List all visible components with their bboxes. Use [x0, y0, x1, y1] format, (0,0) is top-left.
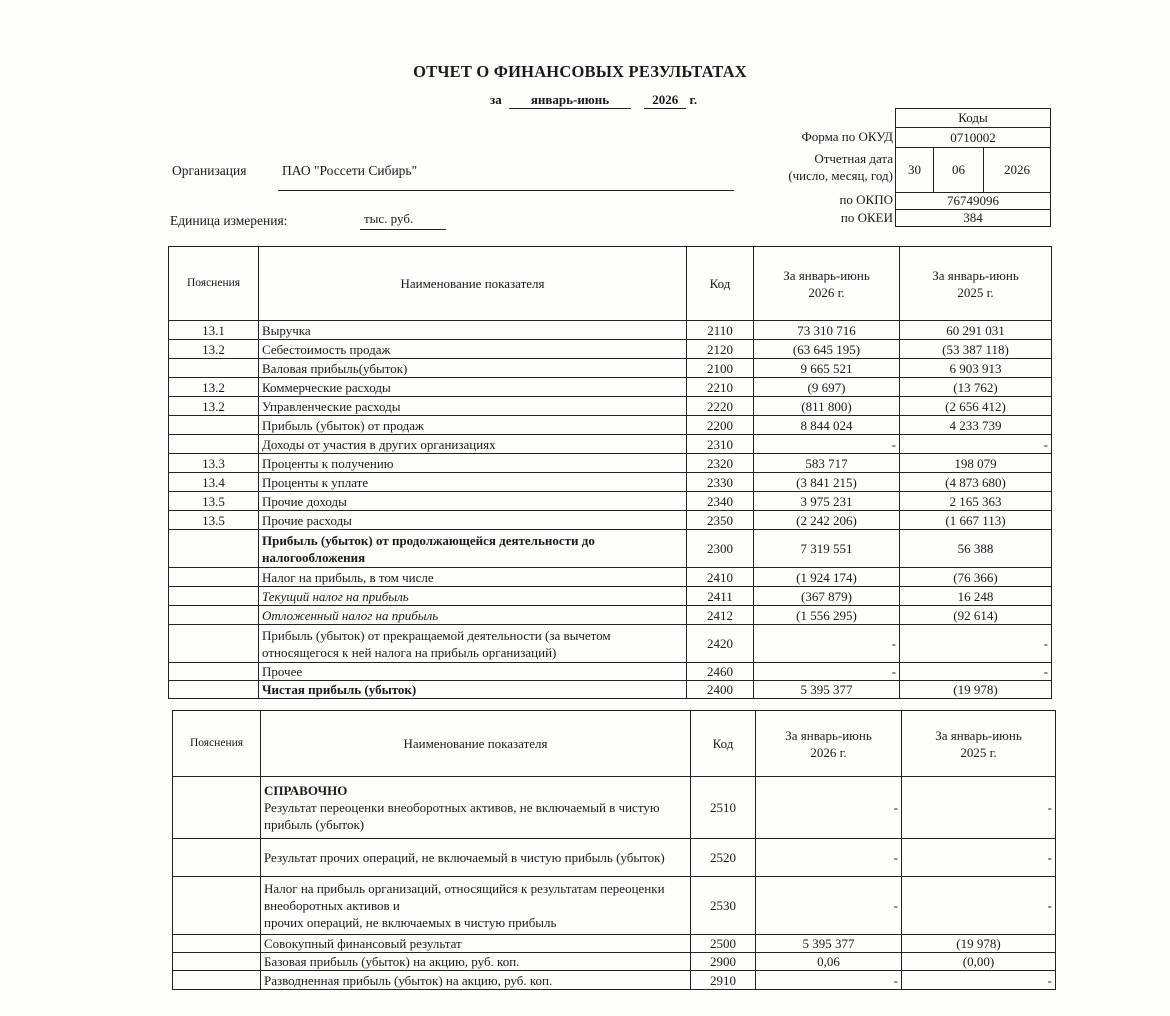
- col-name-header: Наименование показателя: [261, 711, 691, 777]
- row-note: 13.3: [169, 454, 259, 473]
- table-header-row: [169, 247, 1052, 321]
- row-note: 13.1: [169, 321, 259, 340]
- table-row: [169, 359, 1052, 378]
- table-row: [169, 530, 1052, 568]
- report-year: 2026: [984, 148, 1051, 193]
- reference-table: [172, 710, 1056, 990]
- col-name-header: Наименование показателя: [259, 247, 687, 321]
- row-current-value: (63 645 195): [754, 340, 900, 359]
- row-name: Доходы от участия в других организациях: [259, 435, 687, 454]
- row-previous-value: 2 165 363: [900, 492, 1052, 511]
- row-previous-value: -: [902, 877, 1056, 935]
- col-code-header: Код: [691, 711, 756, 777]
- row-current-value: 9 665 521: [754, 359, 900, 378]
- row-previous-value: 60 291 031: [900, 321, 1052, 340]
- report-date-label-line1: Отчетная дата: [814, 151, 893, 166]
- row-code: 2530: [691, 877, 756, 935]
- row-name: [261, 877, 691, 935]
- row-code: 2400: [687, 681, 754, 699]
- row-note: 13.2: [169, 340, 259, 359]
- row-previous-value: 198 079: [900, 454, 1052, 473]
- row-note: [169, 416, 259, 435]
- row-previous-value: (4 873 680): [900, 473, 1052, 492]
- row-name: Управленческие расходы: [259, 397, 687, 416]
- codes-header: Коды: [896, 109, 1051, 128]
- table-row: [169, 511, 1052, 530]
- col-current-header-line1: За январь-июнь: [785, 727, 872, 743]
- row-note: [173, 777, 261, 839]
- period-year: 2026: [644, 92, 686, 109]
- row-current-value: 7 319 551: [754, 530, 900, 568]
- row-previous-value: (19 978): [902, 935, 1056, 953]
- row-name: Прибыль (убыток) от прекращаемой деятельности (за вычетом относящегося к ней налога на прибыль организаций): [259, 625, 687, 663]
- row-previous-value: (13 762): [900, 378, 1052, 397]
- row-code: 2120: [687, 340, 754, 359]
- row-note: [173, 877, 261, 935]
- table-row: [169, 454, 1052, 473]
- report-date-label-line2: (число, месяц, год): [788, 167, 893, 183]
- row-code: 2330: [687, 473, 754, 492]
- table-row: [169, 625, 1052, 663]
- row-current-value: -: [756, 971, 902, 990]
- row-current-value: -: [754, 625, 900, 663]
- row-current-value: 5 395 377: [756, 935, 902, 953]
- row-note: 13.2: [169, 378, 259, 397]
- row-note: 13.5: [169, 511, 259, 530]
- row-code: 2100: [687, 359, 754, 378]
- row-code: 2520: [691, 839, 756, 877]
- table-row: [169, 321, 1052, 340]
- table-row: [173, 953, 1056, 971]
- row-name-line1: Налог на прибыль организаций, относящийся к результатам переоценки внеоборотных активов и: [264, 881, 665, 913]
- row-previous-value: (53 387 118): [900, 340, 1052, 359]
- table-row: [173, 935, 1056, 953]
- row-previous-value: (1 667 113): [900, 511, 1052, 530]
- row-current-value: 3 975 231: [754, 492, 900, 511]
- row-current-value: -: [754, 435, 900, 454]
- row-previous-value: -: [902, 971, 1056, 990]
- okpo-code: 76749096: [896, 193, 1051, 210]
- row-note: [173, 971, 261, 990]
- row-current-value: -: [756, 777, 902, 839]
- row-previous-value: -: [900, 435, 1052, 454]
- row-code: 2500: [691, 935, 756, 953]
- row-code: 2900: [691, 953, 756, 971]
- okpo-label: по ОКПО: [839, 192, 893, 207]
- table-row: [169, 435, 1052, 454]
- row-note: [173, 953, 261, 971]
- row-current-value: 0,06: [756, 953, 902, 971]
- row-previous-value: (2 656 412): [900, 397, 1052, 416]
- period-months: январь-июнь: [509, 92, 631, 109]
- row-code: 2310: [687, 435, 754, 454]
- table-row: [169, 568, 1052, 587]
- col-previous-header-line1: За январь-июнь: [932, 267, 1019, 283]
- row-note: [169, 587, 259, 606]
- unit-label: Единица измерения:: [170, 213, 288, 228]
- organization-label: Организация: [172, 163, 247, 178]
- row-code: 2200: [687, 416, 754, 435]
- row-previous-value: (92 614): [900, 606, 1052, 625]
- row-name: Текущий налог на прибыль: [259, 587, 687, 606]
- row-note: 13.5: [169, 492, 259, 511]
- row-current-value: 5 395 377: [754, 681, 900, 699]
- row-note: 13.2: [169, 397, 259, 416]
- row-name: Валовая прибыль(убыток): [259, 359, 687, 378]
- row-name-line2: прочих операций, не включаемых в чистую прибыль: [264, 915, 557, 930]
- row-current-value: 8 844 024: [754, 416, 900, 435]
- table-row: [169, 492, 1052, 511]
- okei-code: 384: [896, 210, 1051, 227]
- row-code: 2420: [687, 625, 754, 663]
- row-name: Проценты к уплате: [259, 473, 687, 492]
- row-previous-value: 56 388: [900, 530, 1052, 568]
- row-current-value: -: [756, 839, 902, 877]
- report-day: 30: [896, 148, 934, 193]
- row-current-value: -: [756, 877, 902, 935]
- codes-box: [895, 108, 1051, 227]
- col-current-header: [754, 247, 900, 321]
- row-previous-value: 4 233 739: [900, 416, 1052, 435]
- row-code: 2340: [687, 492, 754, 511]
- row-note: [169, 359, 259, 378]
- row-name: Прочие доходы: [259, 492, 687, 511]
- row-note: [169, 530, 259, 568]
- unit-value: тыс. руб.: [360, 211, 446, 230]
- row-current-value: (3 841 215): [754, 473, 900, 492]
- col-current-header-line2: 2026 г.: [808, 284, 845, 300]
- row-previous-value: -: [902, 777, 1056, 839]
- table-row: [169, 663, 1052, 681]
- row-current-value: (2 242 206): [754, 511, 900, 530]
- row-name: [261, 777, 691, 839]
- row-current-value: -: [754, 663, 900, 681]
- row-note: [169, 568, 259, 587]
- row-name: Себестоимость продаж: [259, 340, 687, 359]
- table-row: [169, 416, 1052, 435]
- table-row: [169, 378, 1052, 397]
- table-row: [169, 681, 1052, 699]
- row-current-value: 73 310 716: [754, 321, 900, 340]
- col-previous-header: [902, 711, 1056, 777]
- row-code: 2460: [687, 663, 754, 681]
- row-code: 2910: [691, 971, 756, 990]
- row-name: Прибыль (убыток) от продолжающейся деятельности до налогообложения: [259, 530, 687, 568]
- row-current-value: (1 924 174): [754, 568, 900, 587]
- organization-value: ПАО "Россети Сибирь": [282, 163, 418, 178]
- row-name: Совокупный финансовый результат: [261, 935, 691, 953]
- row-note: [173, 935, 261, 953]
- col-current-header-line2: 2026 г.: [810, 744, 847, 760]
- row-code: 2300: [687, 530, 754, 568]
- row-note: [169, 625, 259, 663]
- row-previous-value: 16 248: [900, 587, 1052, 606]
- report-date-label: [788, 151, 893, 185]
- row-previous-value: (76 366): [900, 568, 1052, 587]
- row-code: 2210: [687, 378, 754, 397]
- table-row: [173, 839, 1056, 877]
- row-name: Коммерческие расходы: [259, 378, 687, 397]
- row-code: 2412: [687, 606, 754, 625]
- row-name: Разводненная прибыль (убыток) на акцию, руб. коп.: [261, 971, 691, 990]
- col-current-header-line1: За январь-июнь: [783, 267, 870, 283]
- col-current-header: [756, 711, 902, 777]
- row-note: [169, 606, 259, 625]
- table-row: [169, 473, 1052, 492]
- table-row: [173, 971, 1056, 990]
- okud-code: 0710002: [896, 128, 1051, 148]
- row-current-value: (9 697): [754, 378, 900, 397]
- col-notes-header: Пояснения: [173, 711, 261, 777]
- row-note: [169, 435, 259, 454]
- col-code-header: Код: [687, 247, 754, 321]
- row-current-value: 583 717: [754, 454, 900, 473]
- col-previous-header: [900, 247, 1052, 321]
- row-name: Проценты к получению: [259, 454, 687, 473]
- table-row: [173, 777, 1056, 839]
- row-name: Результат прочих операций, не включаемый в чистую прибыль (убыток): [261, 839, 691, 877]
- table-row: [173, 877, 1056, 935]
- row-code: 2411: [687, 587, 754, 606]
- row-name: Чистая прибыль (убыток): [259, 681, 687, 699]
- table-row: [169, 397, 1052, 416]
- table-row: [169, 606, 1052, 625]
- row-name: Выручка: [259, 321, 687, 340]
- report-month: 06: [934, 148, 984, 193]
- report-period: [490, 92, 697, 109]
- row-current-value: (367 879): [754, 587, 900, 606]
- row-previous-value: -: [902, 839, 1056, 877]
- row-name: Прибыль (убыток) от продаж: [259, 416, 687, 435]
- row-code: 2110: [687, 321, 754, 340]
- row-code: 2220: [687, 397, 754, 416]
- row-code: 2350: [687, 511, 754, 530]
- row-previous-value: -: [900, 663, 1052, 681]
- row-note: 13.4: [169, 473, 259, 492]
- row-name: Прочие расходы: [259, 511, 687, 530]
- row-note: [169, 663, 259, 681]
- row-code: 2410: [687, 568, 754, 587]
- row-note: [173, 839, 261, 877]
- period-suffix: г.: [689, 92, 698, 107]
- row-current-value: (811 800): [754, 397, 900, 416]
- row-previous-value: (19 978): [900, 681, 1052, 699]
- col-notes-header: Пояснения: [169, 247, 259, 321]
- row-code: 2510: [691, 777, 756, 839]
- okud-label: Форма по ОКУД: [801, 129, 893, 144]
- row-code: 2320: [687, 454, 754, 473]
- row-name: Налог на прибыль, в том числе: [259, 568, 687, 587]
- row-name: Отложенный налог на прибыль: [259, 606, 687, 625]
- table-row: [169, 340, 1052, 359]
- period-prefix: за: [490, 92, 502, 107]
- okei-label: по ОКЕИ: [840, 210, 893, 225]
- row-name: Прочее: [259, 663, 687, 681]
- table-header-row: [173, 711, 1056, 777]
- row-name-text: Результат переоценки внеоборотных активов, не включаемый в чистую прибыль (убыток): [264, 800, 660, 832]
- row-name: Базовая прибыль (убыток) на акцию, руб. коп.: [261, 953, 691, 971]
- row-previous-value: -: [900, 625, 1052, 663]
- col-previous-header-line2: 2025 г.: [960, 744, 997, 760]
- report-title: ОТЧЕТ О ФИНАНСОВЫХ РЕЗУЛЬТАТАХ: [413, 62, 747, 81]
- section-label: СПРАВОЧНО: [264, 783, 348, 798]
- col-previous-header-line2: 2025 г.: [957, 284, 994, 300]
- organization-underline: [278, 190, 734, 191]
- row-note: [169, 681, 259, 699]
- row-previous-value: 6 903 913: [900, 359, 1052, 378]
- col-previous-header-line1: За январь-июнь: [935, 727, 1022, 743]
- table-row: [169, 587, 1052, 606]
- financial-results-table: [168, 246, 1052, 699]
- row-previous-value: (0,00): [902, 953, 1056, 971]
- row-current-value: (1 556 295): [754, 606, 900, 625]
